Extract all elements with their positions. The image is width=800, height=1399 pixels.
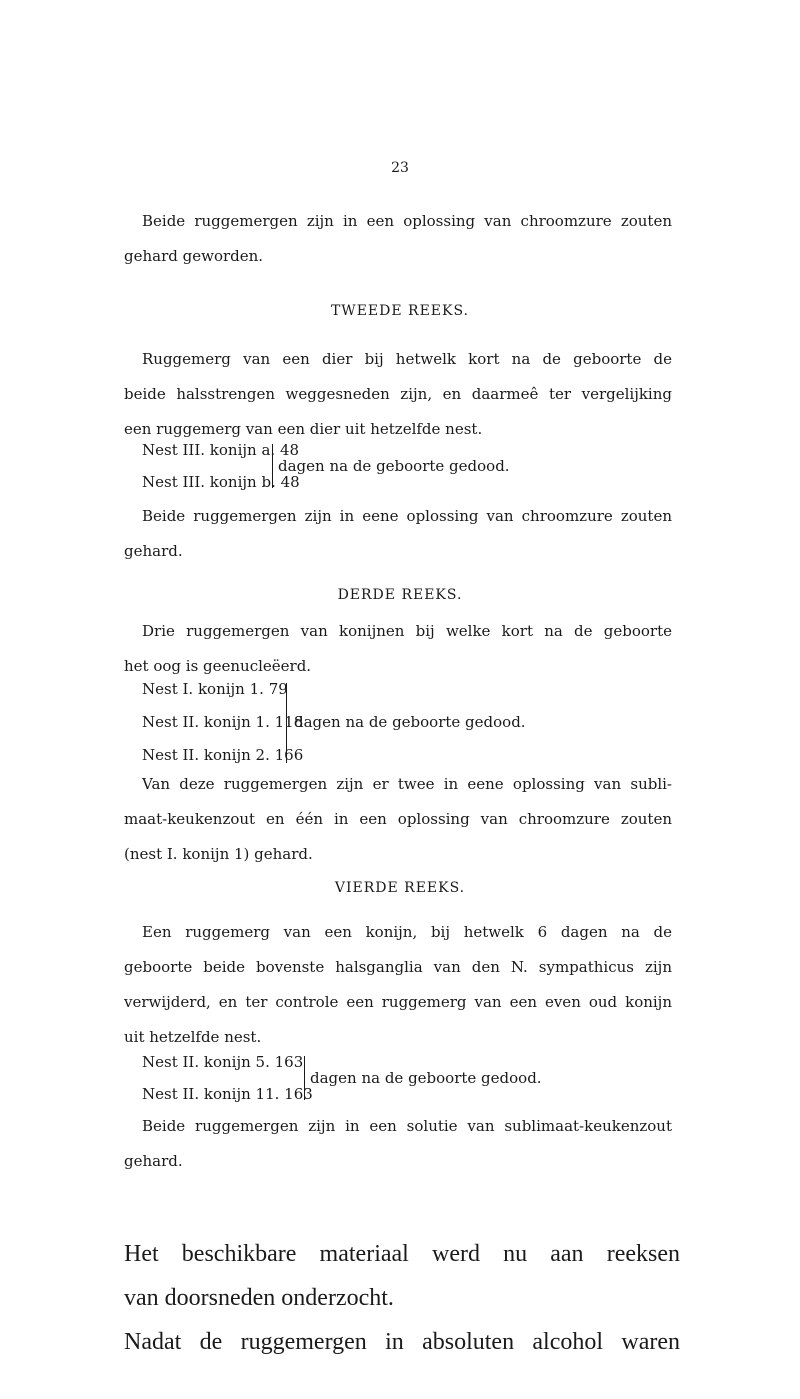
nest-entry: Nest III. konijn a. 48 [142, 441, 300, 459]
nest-entry: Nest II. konijn 1. 118 [142, 713, 304, 731]
text-line: het oog is geenucleëerd. [124, 657, 312, 675]
brace [268, 444, 273, 488]
series3-after-paragraph [124, 767, 672, 872]
text-line: Beide ruggemergen zijn in eene oplossing van chroomzure zouten [142, 507, 672, 525]
series4-paragraph [124, 915, 672, 1055]
text-line: (nest I. konijn 1) gehard. [124, 845, 313, 863]
text-line: geboorte beide bovenste halsganglia van den N. sympathicus zijn [124, 958, 672, 976]
text-line: Ruggemerg van een dier bij hetwelk kort na de geboorte de [142, 350, 672, 368]
text-line: uit hetzelfde nest. [124, 1028, 262, 1046]
intro-paragraph [124, 204, 672, 274]
series2-after-paragraph [124, 499, 672, 569]
series3-paragraph [124, 614, 672, 684]
text-line: gehard geworden. [124, 247, 264, 265]
nest-entry: Nest II. konijn 2. 166 [142, 746, 304, 764]
closing-paragraph [124, 1232, 680, 1364]
nest-entry: Nest II. konijn 5. 163 [142, 1053, 304, 1071]
text-line: beide halsstrengen weggesneden zijn, en daarmeê ter vergelijking [124, 385, 672, 403]
text-line: gehard. [124, 542, 183, 560]
text-line: Van deze ruggemergen zijn er twee in eene oplossing van subli- [142, 775, 672, 793]
text-line: Beide ruggemergen zijn in een oplossing van chroomzure zouten [142, 212, 672, 230]
page-number: 23 [391, 160, 409, 176]
text-line: Beide ruggemergen zijn in een solutie van sublimaat-keukenzout [142, 1117, 672, 1135]
nest-entry: Nest III. konijn b. 48 [142, 473, 300, 491]
brace [300, 1056, 305, 1100]
series2-heading: TWEEDE REEKS. [330, 303, 470, 319]
text-line: van doorsneden onderzocht. [124, 1285, 394, 1311]
series4-after-paragraph [124, 1109, 672, 1179]
brace-note: dagen na de geboorte gedood. [294, 713, 526, 731]
series3-heading: DERDE REEKS. [337, 587, 463, 603]
brace [282, 683, 287, 763]
brace-note: dagen na de geboorte gedood. [278, 457, 510, 475]
text-line: gehard. [124, 1152, 183, 1170]
text-line: Nadat de ruggemergen in absoluten alcohol waren [124, 1329, 680, 1355]
text-line: Drie ruggemergen van konijnen bij welke kort na de geboorte [142, 622, 672, 640]
series2-paragraph [124, 342, 672, 447]
series4-heading: VIERDE REEKS. [334, 880, 466, 896]
brace-note: dagen na de geboorte gedood. [310, 1069, 542, 1087]
nest-entry: Nest I. konijn 1. 79 [142, 680, 288, 698]
text-line: een ruggemerg van een dier uit hetzelfde nest. [124, 420, 483, 438]
text-line: Een ruggemerg van een konijn, bij hetwelk 6 dagen na de [142, 923, 672, 941]
text-line: maat-keukenzout en één in een oplossing van chroomzure zouten [124, 810, 672, 828]
text-line: Het beschikbare materiaal werd nu aan reeksen [124, 1241, 680, 1267]
text-line: verwijderd, en ter controle een ruggemerg van een even oud konijn [124, 993, 672, 1011]
nest-entry: Nest II. konijn 11. 163 [142, 1085, 313, 1103]
